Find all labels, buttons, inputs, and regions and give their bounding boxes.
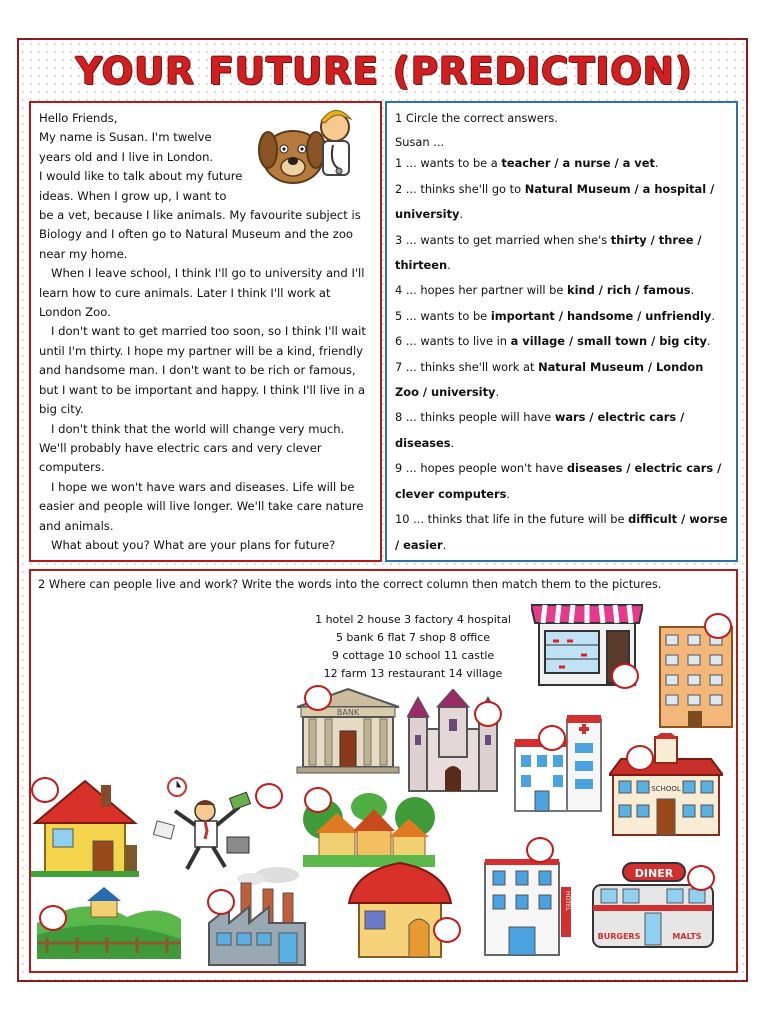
quiz-options[interactable]: difficult / worse / easier (395, 512, 728, 552)
matching-box (29, 569, 738, 973)
reading-line: years old and I live in London. (39, 149, 214, 164)
reading-line: ideas. When I grow up, I want to (39, 188, 227, 203)
school-picture (609, 733, 723, 837)
answer-circle[interactable] (526, 837, 554, 863)
quiz-item: 8 ... thinks people will have wars / electric cars / diseases. (395, 410, 685, 450)
quiz-item: 10 ... thinks that life in the future will be difficult / worse / easier. (395, 512, 728, 552)
burgers-sign: BURGERS (597, 932, 641, 941)
reading-paragraph: When I leave school, I think I'll go to university and I'll learn how to cure animals. Later I think I'll work at London Zoo. (39, 266, 365, 320)
cottage-picture (347, 859, 453, 959)
word-bank-line: 1 hotel 2 house 3 factory 4 hospital (315, 613, 511, 626)
answer-circle[interactable] (304, 685, 332, 711)
reading-paragraph: I don't want to get married too soon, so I think I'll wait until I'm thirty. I hope my partner will be a kind, friendly and handsome man. I don't want to be rich or famous, but I want to be important and happy. I think I'll live in a big city. (39, 324, 366, 417)
quiz-item: 7 ... thinks she'll work at Natural Museum / London Zoo / university. (395, 359, 704, 400)
quiz-options[interactable]: thirty / three / thirteen (395, 232, 702, 273)
answer-circle[interactable] (704, 613, 732, 639)
school-sign: SCHOOL (651, 785, 681, 793)
flat-picture (658, 625, 734, 729)
matching-instruction: 2 Where can people live and work? Write the words into the correct column then match them to the pictures. (38, 577, 662, 591)
answer-circle[interactable] (255, 783, 283, 809)
quiz-options[interactable]: a village / small town / big city (510, 334, 707, 349)
quiz-options[interactable]: Natural Museum / London Zoo / university (395, 359, 704, 400)
quiz-options[interactable]: wars / electric cars / diseases (395, 410, 685, 450)
reading-line: I would like to talk about my future (39, 169, 243, 184)
quiz-item: 3 ... wants to get married when she's thirty / three / thirteen. (395, 232, 702, 273)
answer-circle[interactable] (626, 745, 654, 771)
quiz-options[interactable]: kind / rich / famous (567, 283, 691, 298)
factory-picture (207, 867, 307, 967)
hospital-picture (513, 703, 607, 813)
word-bank-line: 12 farm 13 restaurant 14 village (323, 667, 503, 680)
word-bank-line: 5 bank 6 flat 7 shop 8 office (335, 631, 491, 644)
quiz-instruction: 1 Circle the correct answers. (395, 111, 558, 125)
hotel-sign: HOTEL (564, 890, 571, 912)
bank-sign: BANK (336, 708, 360, 717)
quiz-options[interactable]: Natural Museum / a hospital / university (395, 181, 715, 222)
quiz-box (385, 101, 738, 562)
quiz-options[interactable]: important / handsome / unfriendly (490, 308, 712, 323)
answer-circle[interactable] (474, 701, 502, 727)
quiz-item: 9 ... hopes people won't have diseases / electric cars / clever computers. (395, 461, 722, 501)
answer-circle[interactable] (39, 905, 67, 931)
quiz-item: 2 ... thinks she'll go to Natural Museum / a hospital / university. (395, 181, 715, 222)
quiz-item: 5 ... wants to be important / handsome / unfriendly. (395, 308, 715, 323)
reading-paragraph: I hope we won't have wars and diseases. Life will be easier and people will live longer. We'll take care nature and animals. (39, 479, 364, 533)
word-bank-line: 9 cottage 10 school 11 castle (331, 649, 495, 662)
word-bank (293, 611, 533, 683)
answer-circle[interactable] (304, 787, 332, 813)
diner-sign: DINER (634, 867, 674, 880)
quiz-item: 4 ... hopes her partner will be kind / rich / famous. (395, 283, 695, 298)
answer-circle[interactable] (433, 917, 461, 943)
reading-box (29, 101, 382, 562)
answer-circle[interactable] (611, 663, 639, 689)
answer-circle[interactable] (687, 865, 715, 891)
quiz-item: 1 ... wants to be a teacher / a nurse / a vet. (395, 156, 659, 171)
quiz-options[interactable]: diseases / electric cars / clever computers (395, 461, 722, 501)
reading-line: Hello Friends, (39, 111, 118, 125)
quiz-text (395, 106, 731, 558)
answer-circle[interactable] (207, 889, 235, 915)
reading-line: My name is Susan. I'm twelve (39, 130, 212, 145)
answer-circle[interactable] (31, 777, 59, 803)
office-picture (147, 777, 257, 873)
page-title: YOUR FUTURE (PREDICTION) (75, 50, 693, 93)
reading-paragraph: What about you? What are your plans for future? (51, 537, 336, 552)
answer-circle[interactable] (538, 725, 566, 751)
reading-paragraph: I don't think that the world will change very much. We'll probably have electric cars and very clever computers. (39, 421, 345, 475)
hotel-picture (483, 857, 575, 957)
quiz-options[interactable]: teacher / a nurse / a vet (501, 156, 655, 171)
quiz-item: 6 ... wants to live in a village / small town / big city. (395, 334, 711, 349)
reading-paragraph: be a vet, because I like animals. My favourite subject is Biology and I often go to Natural Museum and the zoo near my home. (39, 208, 361, 261)
malts-sign: MALTS (672, 932, 702, 941)
vet-dog-illustration (253, 105, 361, 195)
quiz-subject: Susan ... (395, 135, 445, 150)
